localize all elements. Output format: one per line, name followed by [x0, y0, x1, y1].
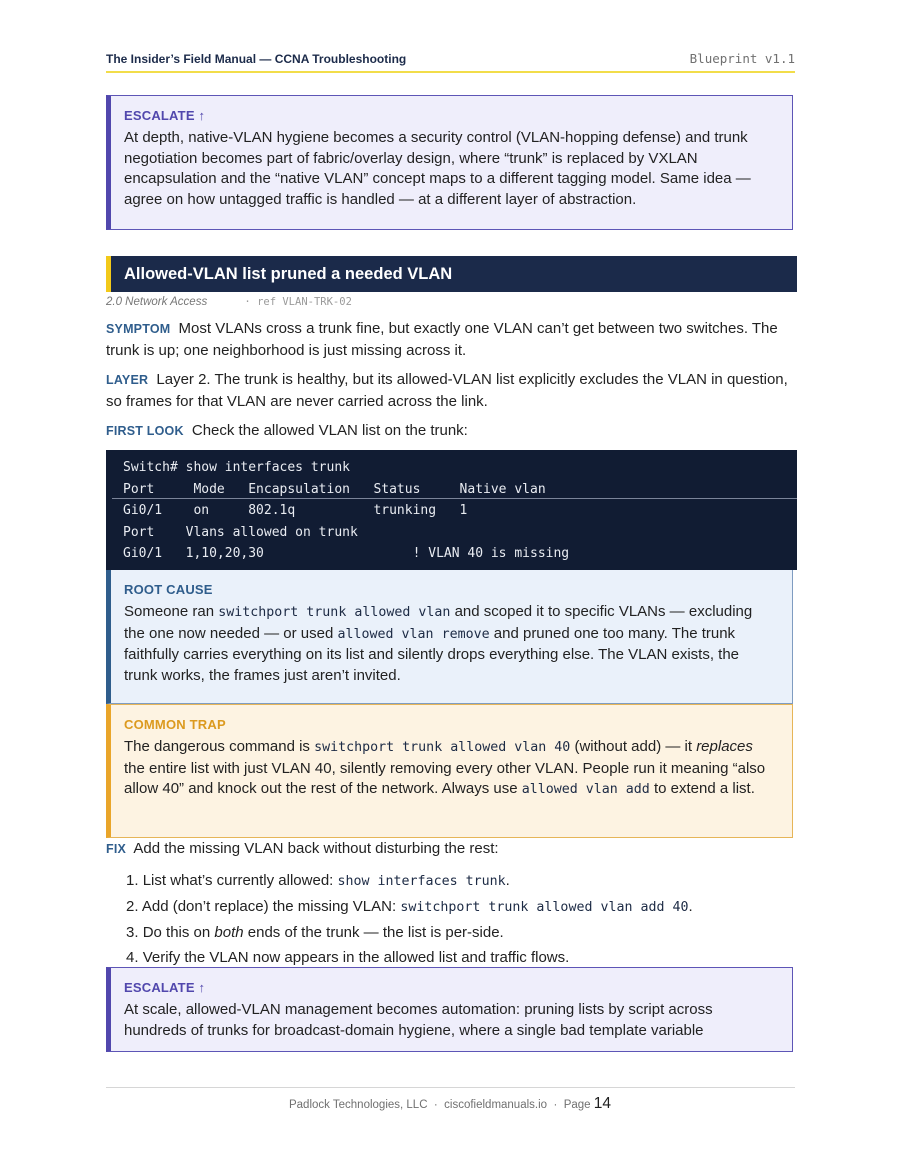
inline-code: switchport trunk allowed vlan add 40: [400, 900, 689, 915]
fix-step: [126, 894, 786, 920]
ref-code: ref VLAN-TRK-02: [257, 296, 352, 308]
inline-code: allowed vlan remove: [337, 626, 490, 642]
step-text: ends of the trunk — the list is per-side.: [243, 924, 504, 941]
escalate-text: At depth, native-VLAN hygiene becomes a security control (VLAN-hopping defense) and trunk negotiation becomes part of fabric/overlay design, where “trunk” is replaced by VXLAN encapsulation and the “native VLAN” concept maps to a different tagging model. Same idea — agree on how untagged traffic is handled — at a different layer of abstraction.: [124, 129, 751, 208]
text-run: and pruned one too many. The trunk faithfully carries everything on its list and silently drops everything else. The VLAN exists, the trunk works, the frames just aren’t invited.: [124, 624, 740, 684]
inline-code: show interfaces trunk: [337, 874, 506, 889]
step-text: Do this on: [142, 924, 215, 941]
company-name: Padlock Technologies, LLC: [288, 1099, 428, 1111]
reference-id: [244, 296, 351, 308]
fix-step: [126, 868, 786, 894]
inline-code: switchport trunk allowed vlan 40: [314, 740, 571, 755]
first-look-paragraph: [106, 420, 796, 442]
symptom-tag: SYMPTOM: [106, 322, 171, 336]
root-cause-callout: [106, 570, 793, 704]
text-run: (without: [570, 738, 632, 755]
section-header-bar: [106, 256, 797, 292]
code-divider: [112, 498, 797, 499]
common-trap-callout: [106, 704, 793, 838]
footer-separator: ·: [433, 1099, 438, 1111]
common-trap-label: COMMON TRAP: [124, 717, 226, 732]
text-run: add: [631, 738, 657, 755]
layer-paragraph: [106, 369, 796, 412]
cli-output-block: [106, 450, 797, 570]
text-run: Someone ran: [124, 603, 219, 620]
step-number: 1.: [126, 872, 139, 889]
step-text: List what’s currently allowed:: [142, 872, 338, 889]
escalate-label: ESCALATE ↑: [124, 980, 206, 995]
text-run: and scoped it to specific VLANs — excluding the one now needed — or used: [124, 603, 753, 642]
fix-paragraph: [106, 838, 796, 860]
text-run: to extend a list.: [649, 780, 755, 797]
text-run: the entire list with just VLAN 40, silently removing every other VLAN. People run it meaning “also allow 40” and knock out the rest of the network. Always use: [124, 759, 766, 797]
code-line: Switch# show interfaces trunk: [123, 460, 350, 475]
symptom-paragraph: [106, 318, 796, 361]
fix-tag: FIX: [106, 842, 127, 856]
layer-text: Layer 2. The trunk is healthy, but its allowed-VLAN list explicitly excludes the VLAN in question, so frames for that VLAN are never carried across the link.: [106, 371, 788, 410]
ref-separator: ·: [244, 296, 251, 308]
page-label: Page: [563, 1099, 591, 1111]
emphasis: both: [214, 924, 244, 941]
common-trap-text: [124, 737, 776, 801]
code-line: Gi0/1 on 802.1q trunking 1: [123, 503, 468, 518]
inline-code: switchport trunk allowed vlan: [218, 605, 451, 620]
page-footer: [0, 1095, 900, 1113]
symptom-text: Most VLANs cross a trunk fine, but exactly one VLAN can’t get between two switches. The trunk is up; one neighborhood is just missing across it.: [106, 320, 778, 359]
inline-code: allowed vlan add: [521, 782, 650, 797]
step-number: 2.: [126, 898, 139, 915]
escalate-text: At scale, allowed-VLAN management becomes automation: pruning lists by script across hundreds of trunks for broadcast-domain hygiene, where a single bad template variable: [124, 1001, 713, 1039]
page-number: 14: [593, 1095, 611, 1112]
first-look-tag: FIRST LOOK: [106, 424, 184, 438]
step-text: Verify the VLAN now appears in the allowed list and traffic flows.: [142, 949, 570, 966]
code-line: Port Vlans allowed on trunk: [123, 525, 358, 540]
step-end: .: [688, 898, 693, 915]
emphasis: replaces: [696, 738, 753, 755]
escalate-label: ESCALATE ↑: [124, 108, 206, 123]
section-title: Allowed-VLAN list pruned a needed VLAN: [124, 265, 453, 283]
exam-domain: 2.0 Network Access: [106, 296, 208, 308]
first-look-text: Check the allowed VLAN list on the trunk:: [191, 422, 468, 439]
step-text: Add (don’t replace) the missing VLAN:: [141, 898, 401, 915]
code-line: Gi0/1 1,10,20,30 ! VLAN 40 is missing: [123, 546, 570, 561]
footer-divider: [106, 1087, 795, 1088]
site-link[interactable]: ciscofieldmanuals.io: [444, 1099, 548, 1111]
page-header: [106, 51, 795, 73]
footer-separator: ·: [553, 1099, 558, 1111]
text-run: The dangerous command is: [124, 738, 315, 755]
escalate-callout-bottom: [106, 967, 793, 1052]
root-cause-label: ROOT CAUSE: [124, 582, 213, 597]
fix-step: [126, 920, 786, 945]
layer-tag: LAYER: [106, 373, 149, 387]
fix-steps-list: [126, 868, 786, 970]
section-meta: [106, 296, 352, 308]
code-line: Port Mode Encapsulation Status Native vlan: [123, 482, 546, 497]
fix-text: Add the missing VLAN back without disturbing the rest:: [133, 840, 499, 857]
root-cause-text: [124, 602, 776, 686]
step-number: 3.: [126, 924, 139, 941]
step-end: .: [505, 872, 510, 889]
blueprint-version: Blueprint v1.1: [689, 51, 795, 66]
manual-title: The Insider’s Field Manual — CCNA Troubleshooting: [106, 52, 407, 66]
text-run: ) — it: [656, 738, 697, 755]
step-number: 4.: [126, 949, 139, 966]
escalate-callout-top: [106, 95, 793, 230]
